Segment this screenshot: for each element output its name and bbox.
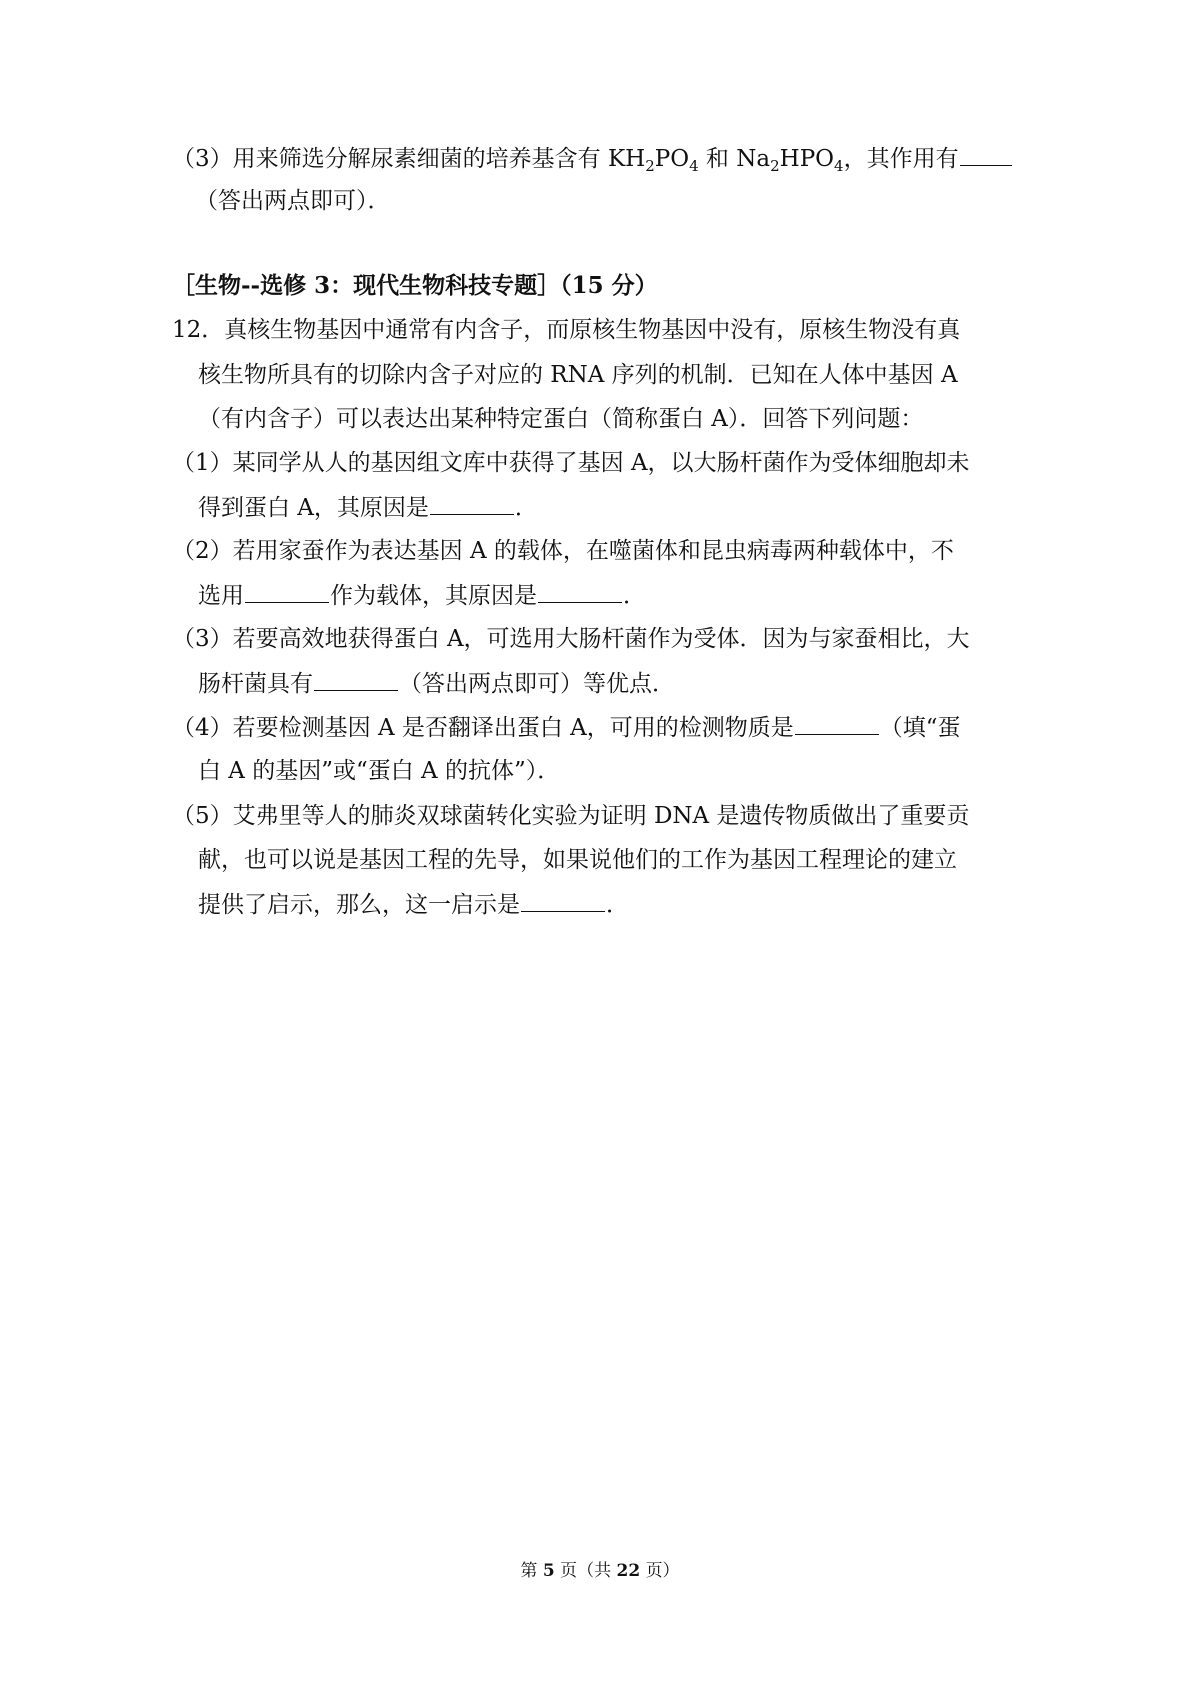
answer-blank[interactable] — [521, 889, 605, 912]
page-footer — [0, 1556, 1200, 1581]
q12-part1-line1: （1）某同学从人的基因组文库中获得了基因 A，以大肠杆菌作为受体细胞却未 — [172, 450, 970, 476]
q12-intro-line1: 12．真核生物基因中通常有内含子，而原核生物基因中没有，原核生物没有真 — [172, 317, 961, 343]
q12-part4-line2: 白 A 的基因”或“蛋白 A 的抗体”）． — [198, 758, 561, 784]
subscript: 4 — [689, 157, 699, 175]
q12-part5-line1: （5）艾弗里等人的肺炎双球菌转化实验为证明 DNA 是遗传物质做出了重要贡 — [172, 803, 970, 829]
q12-part2-line2 — [198, 580, 646, 611]
text: ． — [514, 495, 538, 521]
q12-intro-line3: （有内含子）可以表达出某种特定蛋白（简称蛋白 A）．回答下列问题： — [198, 406, 924, 432]
q12-part5-line2: 献，也可以说是基因工程的先导，如果说他们的工作为基因工程理论的建立 — [198, 847, 957, 873]
q12-part5-line3 — [198, 889, 629, 920]
subscript: 2 — [770, 157, 780, 175]
text: 选用 — [198, 583, 244, 609]
text: 提供了启示，那么，这一启示是 — [198, 892, 520, 918]
page-total: 22 — [616, 1561, 641, 1581]
answer-blank[interactable] — [245, 580, 329, 603]
footer-suffix: 页） — [645, 1561, 680, 1581]
section-heading: ［生物--选修 3：现代生物科技专题］（15 分） — [172, 272, 658, 299]
page-number: 5 — [542, 1561, 555, 1581]
footer-prefix: 第 — [520, 1561, 538, 1581]
q12-part3-line2 — [198, 668, 675, 699]
answer-blank[interactable] — [960, 143, 1012, 166]
text: 和 Na — [698, 146, 771, 172]
text: PO — [654, 146, 690, 172]
q12-part2-line1: （2）若用家蚕作为表达基因 A 的载体，在噬菌体和昆虫病毒两种载体中，不 — [172, 538, 954, 564]
footer-mid: 页（共 — [560, 1561, 612, 1581]
answer-blank[interactable] — [538, 580, 622, 603]
text: （4）若要检测基因 A 是否翻译出蛋白 A，可用的检测物质是 — [172, 715, 794, 741]
text: 肠杆菌具有 — [198, 671, 313, 697]
answer-blank[interactable] — [795, 712, 879, 735]
text: ． — [606, 892, 629, 918]
text: HPO — [779, 146, 835, 172]
text: ，其作用有 — [843, 146, 959, 172]
text: （填“蛋 — [879, 715, 961, 741]
answer-blank[interactable] — [430, 492, 514, 515]
subscript: 4 — [834, 157, 844, 175]
q12-part3-line1: （3）若要高效地获得蛋白 A，可选用大肠杆菌作为受体．因为与家蚕相比，大 — [172, 626, 970, 652]
text: （答出两点即可）等优点． — [399, 671, 675, 697]
text: 作为载体，其原因是 — [330, 583, 537, 609]
q12-intro-line2: 核生物所具有的切除内含子对应的 RNA 序列的机制．已知在人体中基因 A — [198, 362, 958, 388]
text: （3）用来筛选分解尿素细菌的培养基含有 KH — [172, 146, 646, 172]
subscript: 2 — [645, 157, 655, 175]
q-prev-part3-line2: （答出两点即可）． — [195, 188, 391, 214]
text: 得到蛋白 A，其原因是 — [198, 495, 429, 521]
q12-part1-line2 — [198, 492, 538, 523]
q12-part4-line1 — [172, 712, 961, 743]
text: ． — [623, 583, 646, 609]
q-prev-part3-line1 — [172, 143, 1013, 176]
answer-blank[interactable] — [314, 668, 398, 691]
